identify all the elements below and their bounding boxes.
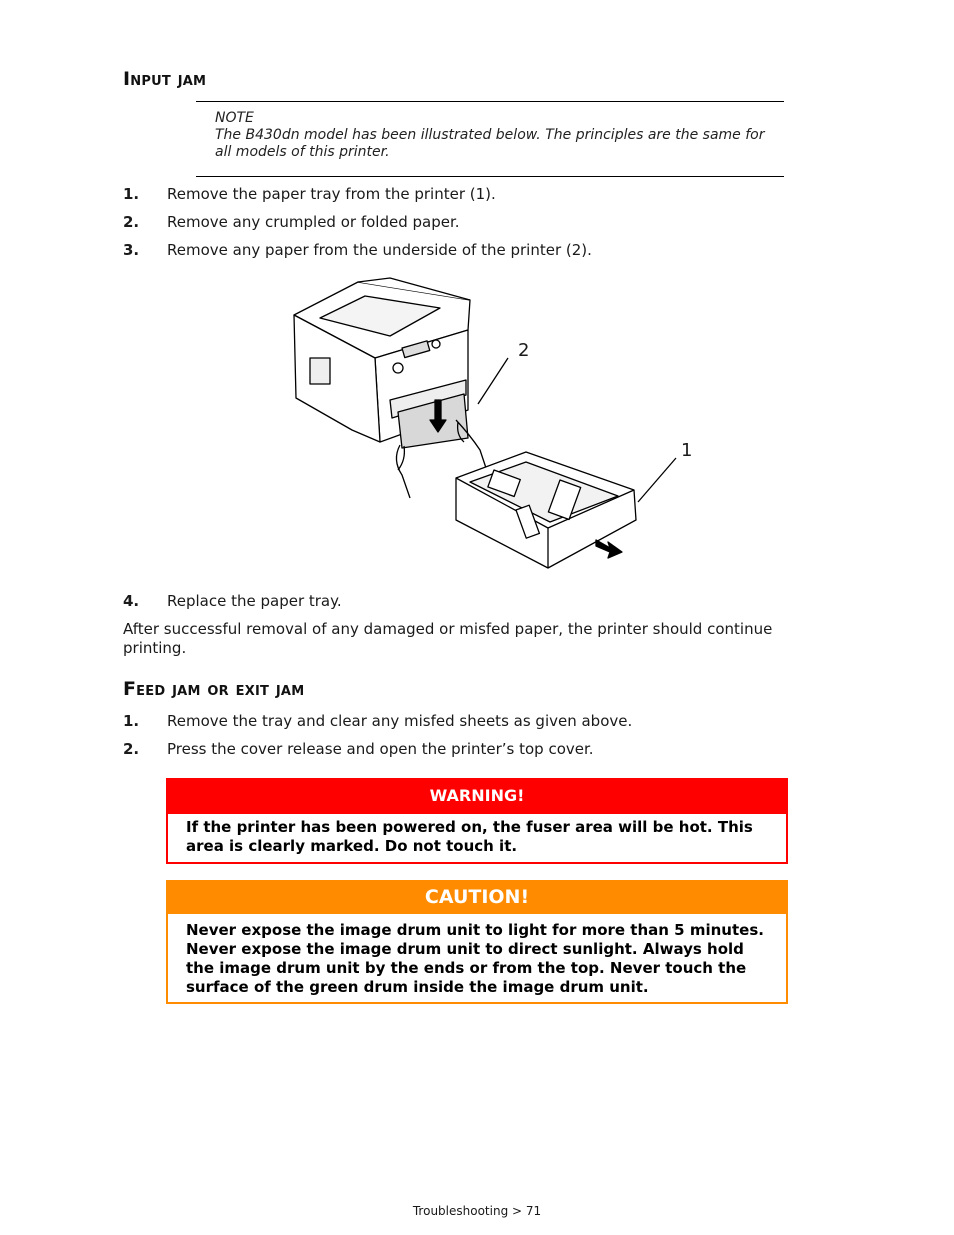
step-text: Remove the tray and clear any misfed sheets as given above. bbox=[167, 712, 633, 730]
warning-text-line2: area is clearly marked. Do not touch it. bbox=[186, 837, 518, 855]
step-text: Replace the paper tray. bbox=[167, 592, 342, 610]
callout-2: 2 bbox=[518, 340, 530, 361]
note-text-line1: The B430dn model has been illustrated below. The principles are the same for bbox=[215, 127, 765, 143]
step-number: 4. bbox=[123, 592, 140, 610]
paragraph-line2: printing. bbox=[123, 639, 187, 657]
caution-text-line4: surface of the green drum inside the image drum unit. bbox=[186, 978, 649, 996]
caution-text-line3: the image drum unit by the ends or from the top. Never touch the bbox=[186, 959, 747, 977]
step-text: Press the cover release and open the printer’s top cover. bbox=[167, 740, 594, 758]
step-number: 2. bbox=[123, 740, 140, 758]
section-title-input-jam: Input jam bbox=[123, 68, 207, 90]
warning-box bbox=[166, 778, 788, 864]
step-number: 1. bbox=[123, 185, 140, 203]
caution-text-line2: Never expose the image drum unit to direct sunlight. Always hold bbox=[186, 940, 744, 958]
note-label: NOTE bbox=[215, 110, 254, 126]
note-text-line2: all models of this printer. bbox=[215, 144, 390, 160]
step-text: Remove any paper from the underside of the printer (2). bbox=[167, 241, 592, 259]
section-title-feed-jam: Feed jam or exit jam bbox=[123, 678, 305, 700]
step-number: 2. bbox=[123, 213, 140, 231]
caution-box bbox=[166, 880, 788, 1004]
warning-label: WARNING! bbox=[168, 780, 786, 814]
step-number: 1. bbox=[123, 712, 140, 730]
printer-tray-illustration bbox=[280, 270, 700, 580]
page-footer: Troubleshooting > 71 bbox=[412, 1204, 542, 1218]
step-text: Remove the paper tray from the printer (1). bbox=[167, 185, 496, 203]
paragraph-line1: After successful removal of any damaged or misfed paper, the printer should continue bbox=[123, 620, 773, 638]
caution-text-line1: Never expose the image drum unit to light for more than 5 minutes. bbox=[186, 921, 764, 939]
note-bottom-rule bbox=[196, 176, 784, 177]
step-text: Remove any crumpled or folded paper. bbox=[167, 213, 460, 231]
caution-label: CAUTION! bbox=[168, 882, 786, 914]
step-number: 3. bbox=[123, 241, 140, 259]
note-top-rule bbox=[196, 101, 784, 102]
callout-1: 1 bbox=[681, 440, 693, 461]
warning-text-line1: If the printer has been powered on, the fuser area will be hot. This bbox=[186, 818, 753, 836]
